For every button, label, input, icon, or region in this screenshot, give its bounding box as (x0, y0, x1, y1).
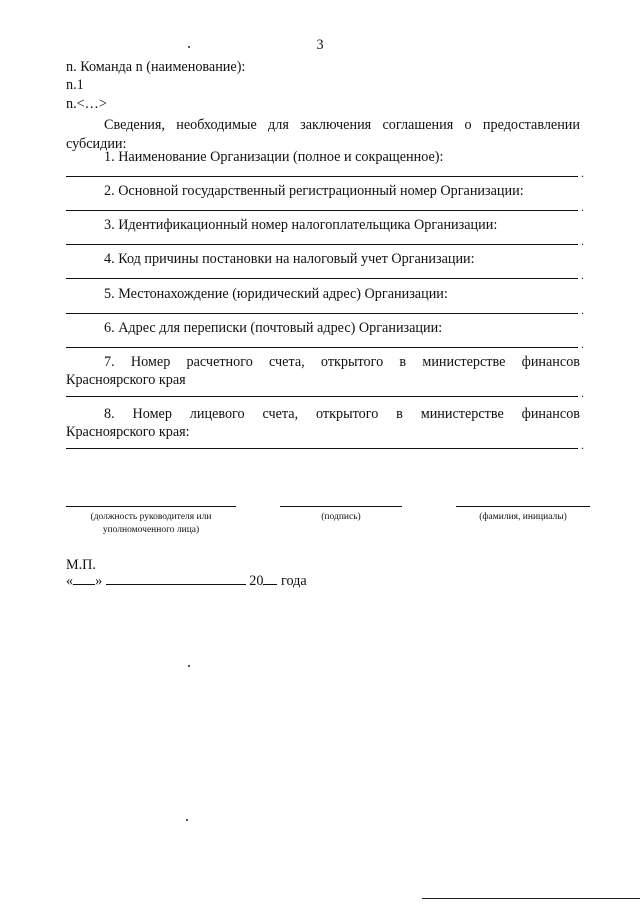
field-item-3 (66, 216, 584, 249)
position-signature-field (66, 506, 236, 537)
field-item-2 (66, 182, 584, 215)
fill-in-line[interactable]: . (66, 210, 578, 211)
intro-line-1: Сведения, необходимые для заключения соглашения о предоставлении (104, 117, 580, 134)
name-line[interactable] (456, 506, 590, 507)
position-line[interactable] (66, 506, 236, 507)
field-item-1 (66, 148, 584, 181)
team-heading: n. Команда n (наименование): (66, 59, 246, 75)
fill-in-line[interactable]: . (66, 244, 578, 245)
field-label-line-2: Красноярского края: (66, 424, 190, 441)
name-caption: (фамилия, инициалы) (479, 512, 567, 522)
name-field (456, 506, 590, 524)
fill-in-line[interactable]: . (66, 396, 578, 397)
position-caption-1: (должность руководителя или (90, 512, 212, 522)
field-label: 1. Наименование Организации (полное и сокращенное): (104, 149, 444, 165)
scan-edge-line (422, 898, 640, 899)
field-label: 5. Местонахождение (юридический адрес) Организации: (104, 286, 448, 302)
sign-line[interactable] (280, 506, 402, 507)
field-label: 4. Код причины постановки на налоговый учет Организации: (104, 251, 475, 267)
fill-in-line[interactable]: . (66, 278, 578, 279)
sign-field (280, 506, 402, 524)
year-prefix: 20 (249, 573, 264, 589)
fill-in-line[interactable]: . (66, 313, 578, 314)
intro-line-2: субсидии: (66, 135, 127, 152)
team-subitem-1: n.1 (66, 77, 84, 94)
field-item-5 (66, 285, 584, 318)
year-suffix: года (281, 573, 307, 589)
field-item-4 (66, 250, 584, 283)
scan-speck (188, 46, 190, 48)
field-label: 6. Адрес для переписки (почтовый адрес) Организации: (104, 320, 443, 336)
date-line (66, 572, 307, 590)
field-item-6 (66, 319, 584, 352)
month-field[interactable] (106, 572, 246, 585)
header-block (66, 58, 580, 153)
scan-speck (186, 819, 188, 821)
date-close-quote: » (95, 573, 103, 589)
field-item-7 (66, 353, 584, 400)
field-label-line-1: 8. Номер лицевого счета, открытого в министерстве финансов (104, 406, 580, 422)
page-number: 3 (316, 37, 324, 53)
fill-in-line[interactable]: . (66, 176, 578, 177)
field-label-line-2: Красноярского края (66, 372, 186, 389)
fill-in-line[interactable]: . (66, 347, 578, 348)
stamp-label: М.П. (66, 557, 96, 573)
field-item-8 (66, 405, 584, 452)
team-subitem-etc: n.<…> (66, 95, 107, 112)
fill-in-line[interactable]: . (66, 448, 578, 449)
date-open-quote: « (66, 573, 74, 589)
year-field[interactable] (263, 572, 277, 585)
field-label: 3. Идентификационный номер налогоплательщика Организации: (104, 217, 498, 233)
position-caption-2: уполномоченного лица) (102, 524, 200, 535)
field-label-line-1: 7. Номер расчетного счета, открытого в министерстве финансов (104, 354, 580, 370)
field-label: 2. Основной государственный регистрационный номер Организации: (104, 183, 524, 199)
day-field[interactable] (73, 572, 95, 585)
scan-speck (188, 665, 190, 667)
sign-caption: (подпись) (321, 512, 361, 522)
